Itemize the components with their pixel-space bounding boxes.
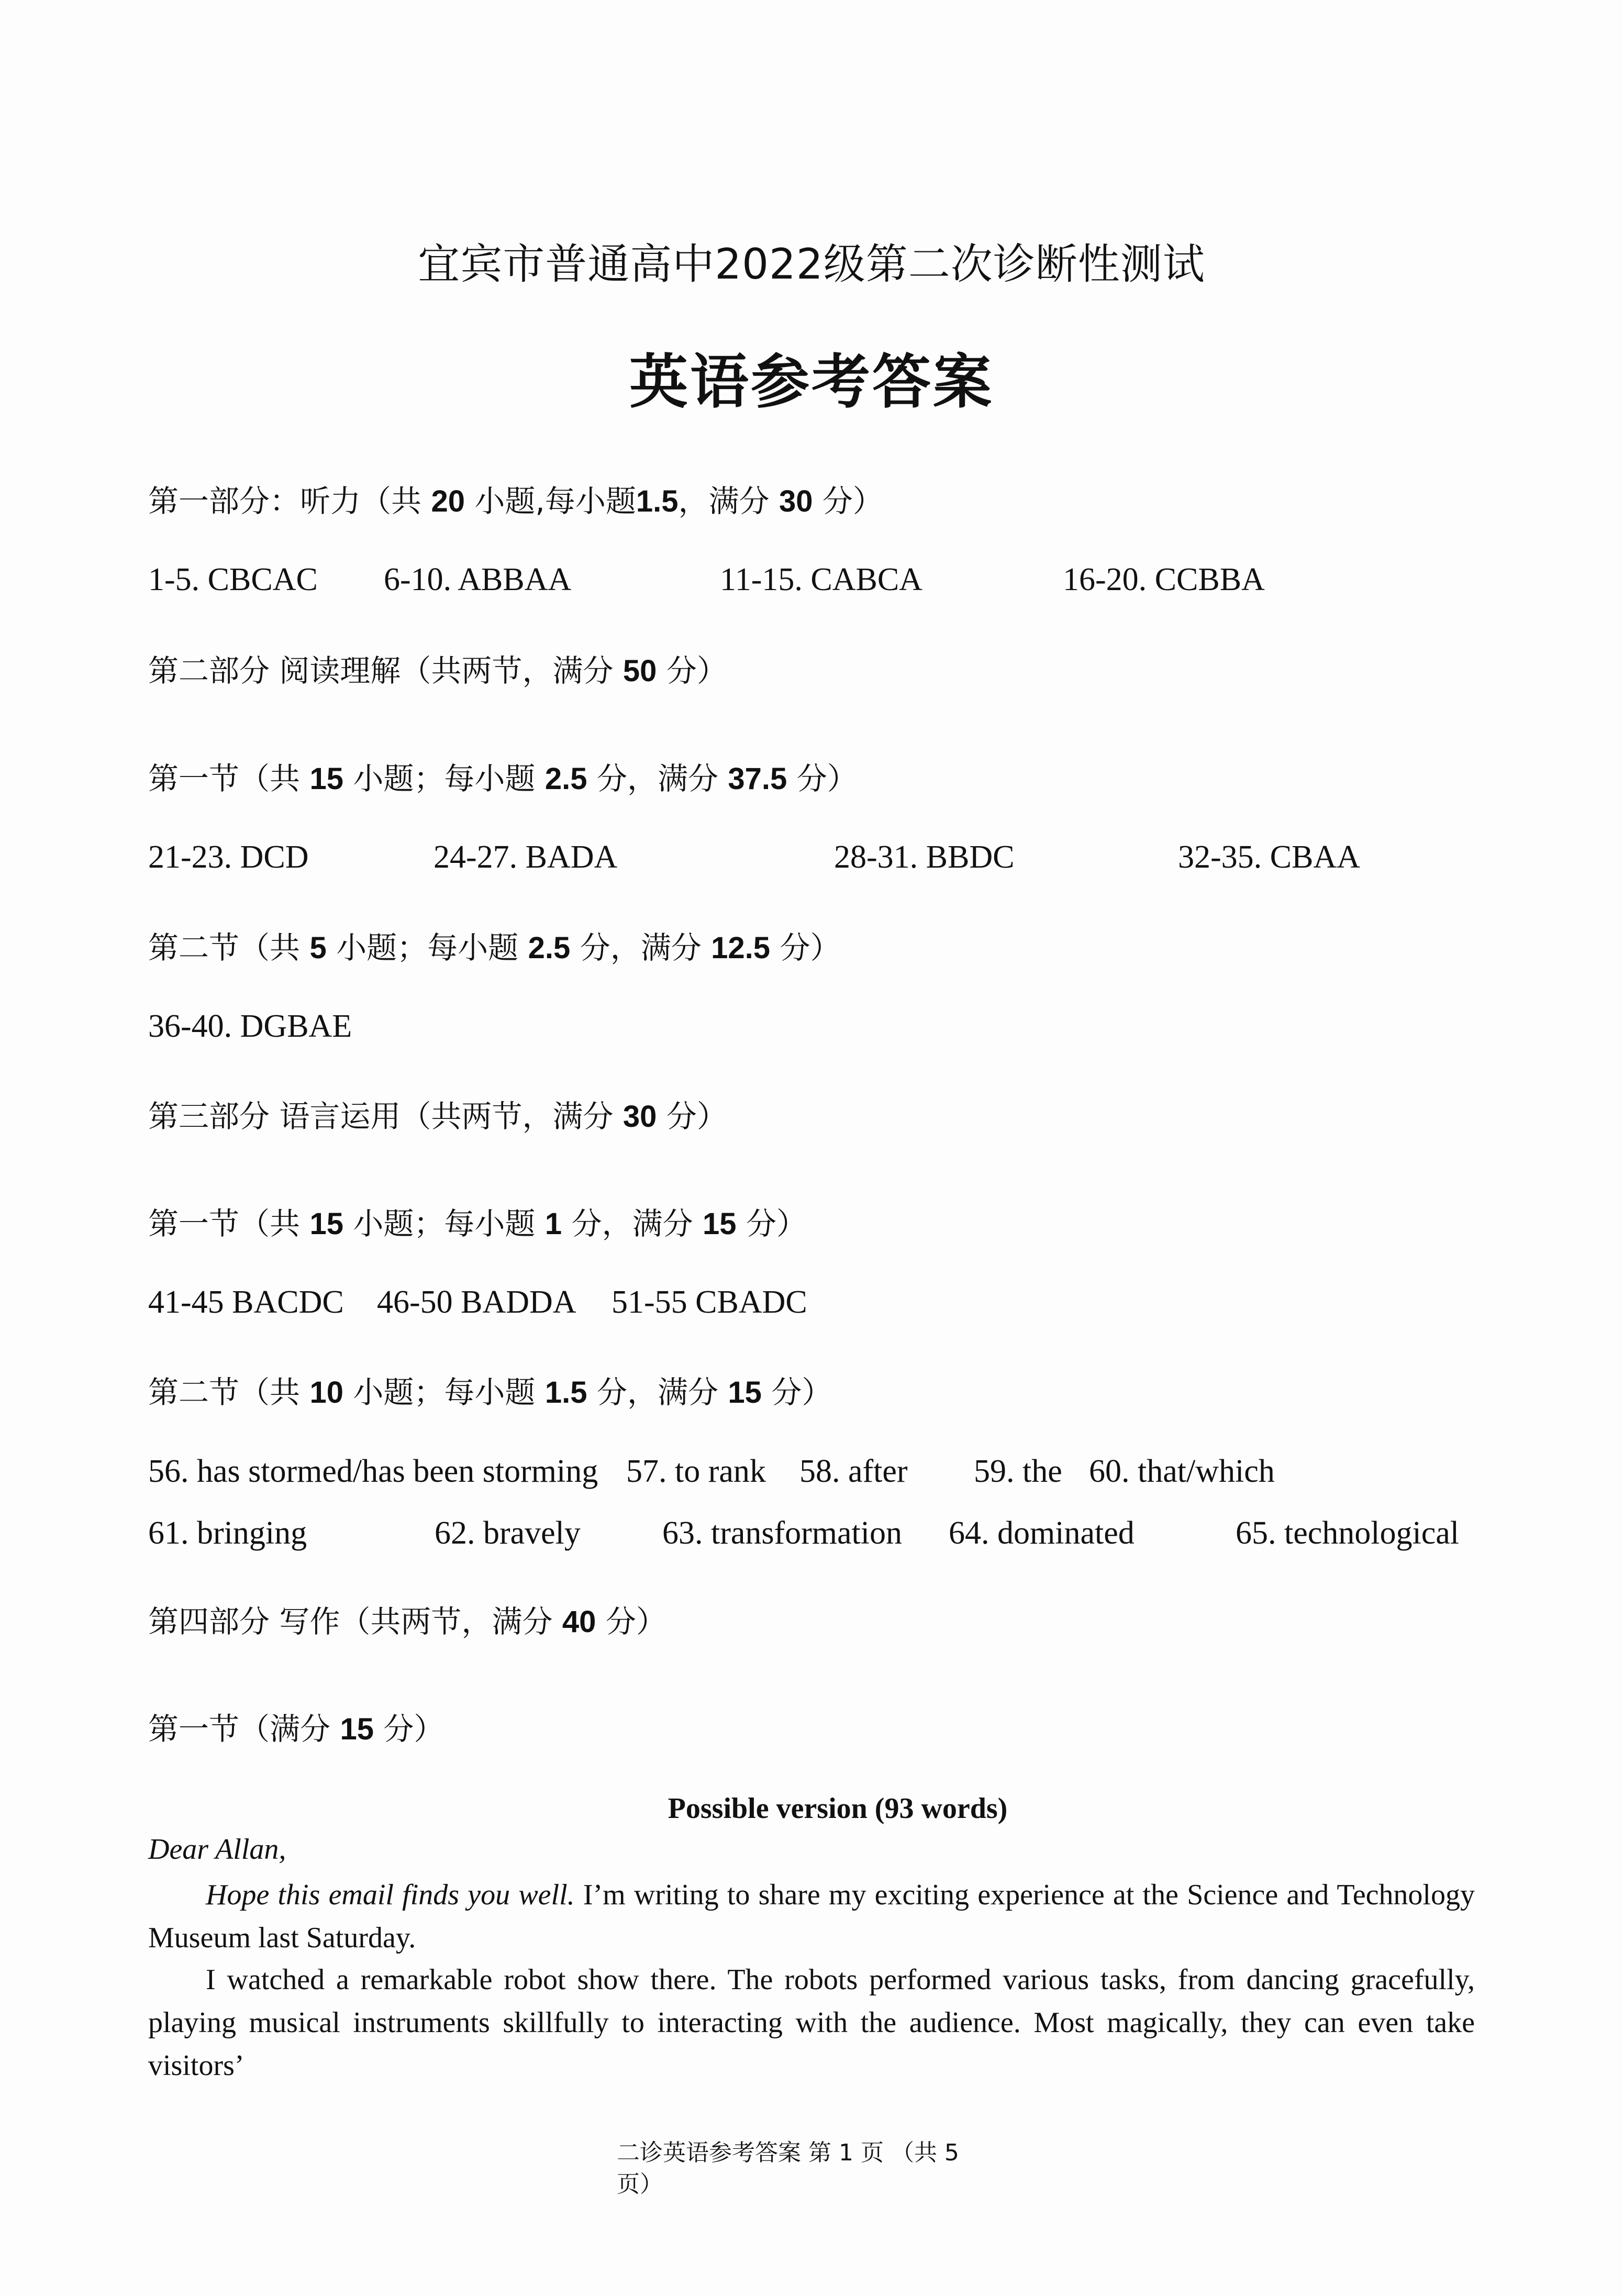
answer-group: 28-31. BBDC [834, 839, 1015, 875]
answer-group: 46-50 BADDA [377, 1284, 576, 1320]
possible-version-title: Possible version (93 words) [668, 1792, 1008, 1825]
answer-group: 24-27. BADA [433, 839, 618, 875]
answer-group: 21-23. DCD [148, 839, 309, 875]
answer-item: 64. dominated [949, 1515, 1135, 1551]
answer-group: 41-45 BACDC [148, 1284, 344, 1320]
part4-section1-heading: 第一节（满分 15 分） [148, 1711, 444, 1747]
answer-item: 57. to rank [626, 1454, 766, 1489]
part2-section2-heading: 第二节（共 5 小题；每小题 2.5 分，满分 12.5 分） [148, 930, 841, 966]
part2-section1-heading: 第一节（共 15 小题；每小题 2.5 分，满分 37.5 分） [148, 761, 858, 796]
answer-item: 60. that/which [1089, 1454, 1275, 1489]
answer-group: 1-5. CBCAC [148, 562, 318, 597]
answer-item: 61. bringing [148, 1515, 307, 1551]
part3-section2-heading: 第二节（共 10 小题；每小题 1.5 分，满分 15 分） [148, 1374, 832, 1410]
letter-paragraph-2: I watched a remarkable robot show there. The robots performed various tasks, from dancing gracefully, playing musical instruments skillfully to interacting with the audience. Most magically, they can even take visitors’ [148, 1964, 1475, 2082]
answer-item: 56. has stormed/has been storming [148, 1454, 598, 1489]
answer-group: 36-40. DGBAE [148, 1008, 352, 1044]
answer-group: 6-10. ABBAA [384, 562, 572, 597]
answer-item: 58. after [799, 1454, 908, 1489]
answer-group: 16-20. CCBBA [1063, 562, 1265, 597]
part1-heading: 第一部分：听力（共 20 小题,每小题1.5，满分 30 分） [148, 483, 883, 519]
part3-heading: 第三部分 语言运用（共两节，满分 30 分） [148, 1099, 727, 1134]
answer-item: 63. transformation [662, 1515, 903, 1551]
answer-key-title: 英语参考答案 [629, 348, 994, 416]
part2-heading: 第二部分 阅读理解（共两节，满分 50 分） [148, 653, 727, 689]
letter-salutation: Dear Allan, [148, 1833, 286, 1866]
answer-item: 65. technological [1236, 1515, 1459, 1551]
answer-group: 32-35. CBAA [1178, 839, 1360, 875]
answer-group: 11-15. CABCA [720, 562, 922, 597]
answer-item: 59. the [974, 1454, 1062, 1489]
page-footer-line1: 二诊英语参考答案 第 1 页 （共 5 [617, 2139, 959, 2166]
opening-line: Hope this email finds you well. [206, 1879, 575, 1911]
answer-item: 62. bravely [435, 1515, 581, 1551]
letter-paragraph-1: Hope this email finds you well. I’m writing to share my exciting experience at the Science and Technology Museum last Saturday. [148, 1879, 1475, 1954]
part3-section1-heading: 第一节（共 15 小题；每小题 1 分，满分 15 分） [148, 1206, 807, 1241]
part4-heading: 第四部分 写作（共两节，满分 40 分） [148, 1604, 666, 1639]
exam-title: 宜宾市普通高中2022级第二次诊断性测试 [418, 240, 1205, 289]
answer-group: 51-55 CBADC [612, 1284, 807, 1320]
page-footer-line2: 页） [617, 2171, 663, 2198]
